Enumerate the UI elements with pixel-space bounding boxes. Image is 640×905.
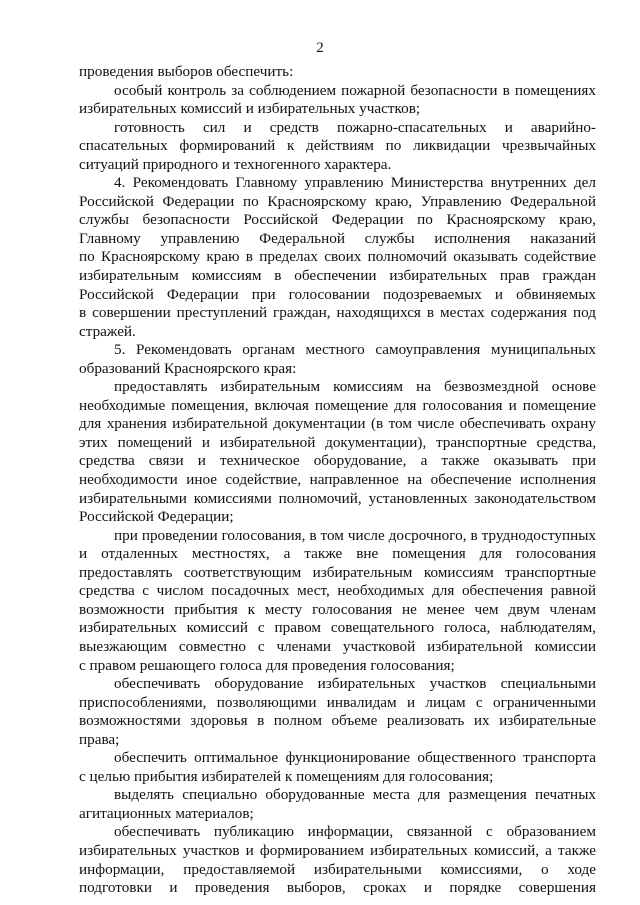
text-line: избирательных комиссий с правом совещательного голоса, наблюдателям, [79,619,596,637]
text-line: особый контроль за соблюдением пожарной безопасности в помещениях [114,81,596,99]
text-line: по Красноярскому краю в пределах своих полномочий оказывать содействие [79,248,596,266]
text-line: необходимости иное содействие, направленное на обеспечение исполнения [79,471,596,489]
text-line: предоставлять избирательным комиссиям на безвозмездной основе [114,378,596,396]
text-line: Российской Федерации при голосовании подозреваемых и обвиняемых [79,285,596,303]
text-line: возможностями здоровья в полном объеме реализовать их избирательные [79,712,596,730]
text-line: выезжающим совместно с членами участковой избирательной комиссии [79,637,596,655]
body-text [79,63,596,898]
text-line: 5. Рекомендовать органам местного самоуправления муниципальных [114,341,596,359]
text-line: подготовки и проведения выборов, сроках и порядке совершения [79,879,596,897]
text-line: образований Красноярского края: [79,359,297,377]
text-line: права; [79,730,120,748]
text-line: выделять специально оборудованные места для размещения печатных [114,786,596,804]
text-line: избирательных комиссий и избирательных участков; [79,100,421,118]
text-line: избирательными комиссиями полномочий, установленных законодательством [79,489,596,507]
text-line: обеспечивать публикацию информации, связанной с образованием [114,823,596,841]
text-line: стражей. [79,322,136,340]
text-line: ситуаций природного и техногенного характера. [79,155,392,173]
text-line: средства связи и техническое оборудование, а также оказывать при [79,452,596,470]
page-number: 2 [316,40,324,56]
text-line: спасательных формирований к действиям по ликвидации чрезвычайных [79,137,596,155]
text-line: проведения выборов обеспечить: [79,63,294,80]
text-line: информации, предоставляемой избирательными комиссиями, о ходе [79,860,596,878]
text-line: Главному управлению Федеральной службы исполнения наказаний [79,229,596,247]
text-line: для хранения избирательной документации (в том числе обеспечивать охрану [79,415,596,433]
text-line: обеспечивать оборудование избирательных участков специальными [114,675,596,693]
text-line: 4. Рекомендовать Главному управлению Министерства внутренних дел [114,174,596,192]
text-line: приспособлениями, позволяющими инвалидам и лицам с ограниченными [79,693,596,711]
text-line: предоставлять соответствующим избирательным комиссиям транспортные [79,563,596,581]
text-line: агитационных материалов; [79,804,254,822]
text-line: с правом решающего голоса для проведения голосования; [79,656,455,674]
text-line: средства с числом посадочных мест, необходимых для обеспечения равной [79,582,596,600]
text-line: Российской Федерации по Красноярскому краю, Управлению Федеральной [79,192,596,210]
text-line: избирательным комиссиям в обеспечении избирательных прав граждан [79,267,596,285]
text-line: в совершении преступлений граждан, находящихся в местах содержания под [79,304,596,322]
text-line: и отдаленных местностях, а также вне помещения для голосования [79,545,596,563]
text-line: службы безопасности Российской Федерации по Красноярскому краю, [79,211,596,229]
text-line: готовность сил и средств пожарно-спасательных и аварийно- [114,118,596,136]
text-line: при проведении голосования, в том числе досрочного, в труднодоступных [114,526,596,544]
text-line: необходимые помещения, включая помещение для голосования и помещение [79,396,596,414]
text-line: этих помещений и избирательной документации), транспортные средства, [79,433,596,451]
text-line: с целью прибытия избирателей к помещениям для голосования; [79,767,494,785]
text-line: Российской Федерации; [79,508,234,526]
text-line: возможности прибытия к месту голосования не менее чем двум членам [79,600,596,618]
text-line: обеспечить оптимальное функционирование общественного транспорта [114,749,596,767]
text-line: избирательных участков и формированием избирательных комиссий, а также [79,841,596,859]
